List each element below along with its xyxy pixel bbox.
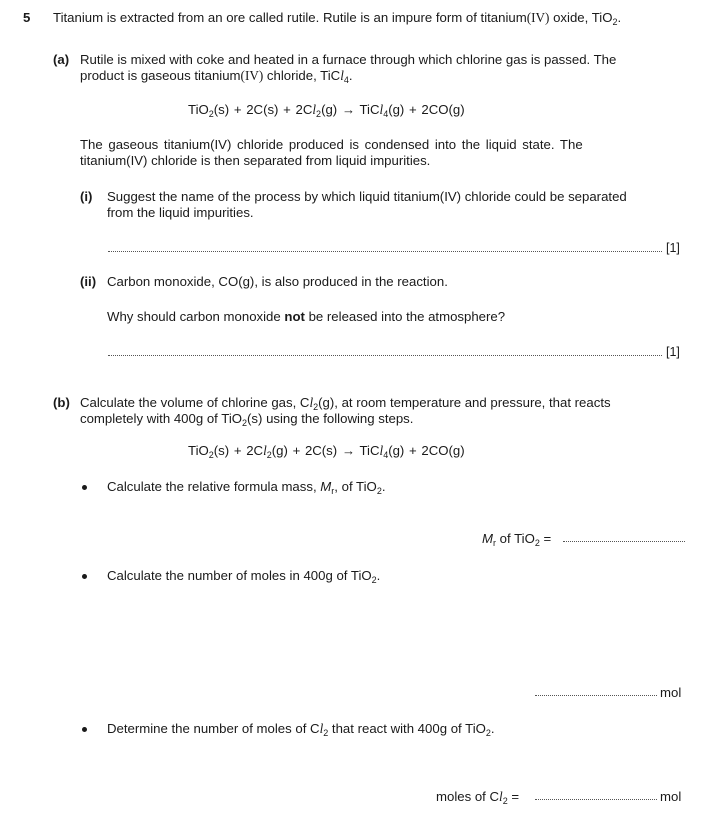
reaction-arrow-icon: → (341, 443, 356, 458)
bullet-icon (82, 574, 87, 579)
question-intro: Titanium is extracted from an ore called rutile. Rutile is an impure form of titanium(IV) oxide, TiO$_2$. (53, 10, 622, 27)
answer2-unit: mol (660, 685, 682, 700)
question-number: 5 (23, 10, 31, 25)
sub-i-line2: from the liquid impurities. (107, 205, 254, 220)
part-b-line1: Calculate the volume of chlorine gas, $Cl_2(g)$, at room temperature and pressure, that reacts (80, 395, 611, 412)
part-a-label: (a) (53, 52, 70, 67)
bullet2-text: Calculate the number of moles in 400g of TiO$_2$. (107, 568, 381, 585)
equation-a: $TiO_2(s) + 2C(s) + 2Cl_2(g)$ → TiCl$_4$(g) + 2CO(g) (188, 102, 465, 119)
part-b-label: (b) (53, 395, 70, 410)
sub-ii-label: (ii) (80, 274, 97, 289)
answer3-label: moles of $Cl_2$ = (436, 789, 520, 806)
part-a-para-line1: The gaseous titanium(IV) chloride produced is condensed into the liquid state. The (80, 137, 583, 152)
sub-ii-question: Why should carbon monoxide not be released into the atmosphere? (107, 309, 506, 324)
answer-line-i[interactable] (108, 251, 662, 252)
part-a-text-line1: Rutile is mixed with coke and heated in a furnace through which chlorine gas is passed. The (80, 52, 617, 67)
part-b-line2: completely with 400g of TiO$_2$(s) using the following steps. (80, 411, 414, 428)
mark-ii: [1] (666, 345, 680, 359)
sub-i-label: (i) (80, 189, 93, 204)
answer-line-ii[interactable] (108, 355, 662, 356)
mark-i: [1] (666, 241, 680, 255)
answer-line-moles-cl2[interactable] (535, 799, 657, 800)
answer-line-mr[interactable] (563, 541, 685, 542)
answer1-label: $M_r$ of TiO$_2$ = (482, 531, 552, 548)
bullet1-text: Calculate the relative formula mass, $M_r$, of TiO$_2$. (107, 479, 386, 496)
sub-ii-line1: Carbon monoxide, CO(g), is also produced in the reaction. (107, 274, 448, 289)
reaction-arrow-icon: → (341, 102, 356, 117)
part-a-text-line2: product is gaseous titanium(IV) chloride, TiCl$_4$. (80, 68, 353, 85)
part-a-para-line2: titanium(IV) chloride is then separated from liquid impurities. (80, 153, 431, 168)
bullet3-text: Determine the number of moles of $Cl_2$ that react with 400g of TiO$_2$. (107, 721, 495, 738)
sub-i-line1: Suggest the name of the process by which liquid titanium(IV) chloride could be separated (107, 189, 627, 204)
equation-b: $TiO_2(s) + 2Cl_2(g) + 2C(s)$ → TiCl$_4$(g) + 2CO(g) (188, 443, 465, 460)
bullet-icon (82, 727, 87, 732)
bullet-icon (82, 485, 87, 490)
answer3-unit: mol (660, 789, 682, 804)
answer-line-moles[interactable] (535, 695, 657, 696)
